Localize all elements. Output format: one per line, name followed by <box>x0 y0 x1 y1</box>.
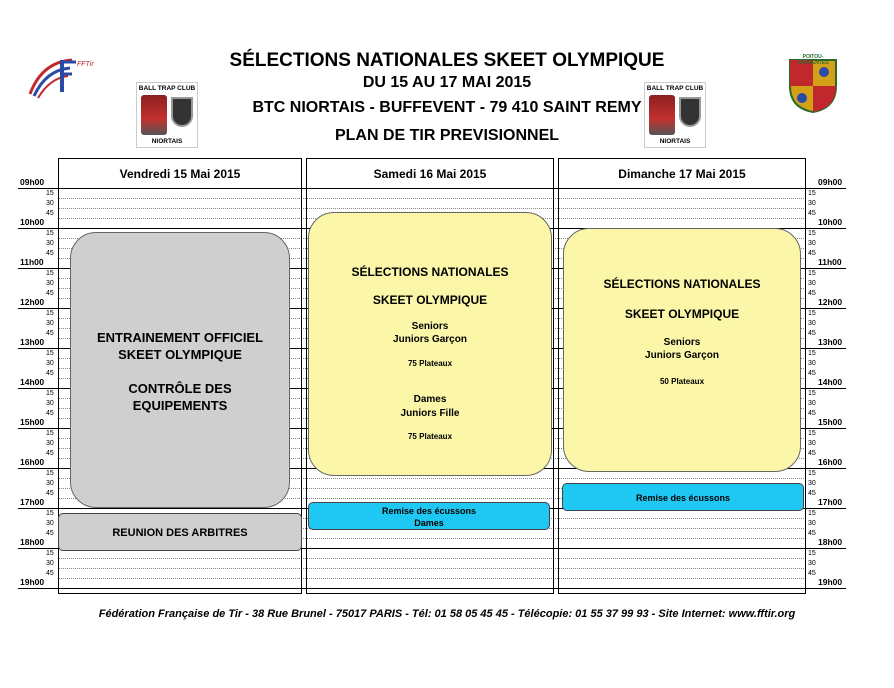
time-label-hour: 18h00 <box>818 537 843 547</box>
time-label-quarter: 15 <box>46 510 54 517</box>
time-label-quarter: 45 <box>808 330 816 337</box>
time-label-quarter: 15 <box>808 350 816 357</box>
time-label-quarter: 15 <box>808 550 816 557</box>
time-label-quarter: 45 <box>46 250 54 257</box>
shooter-image <box>141 95 167 135</box>
time-label-quarter: 30 <box>808 560 816 567</box>
day-header: Samedi 16 Mai 2015 <box>307 159 553 189</box>
time-label-hour: 12h00 <box>20 297 45 307</box>
time-label-quarter: 15 <box>808 310 816 317</box>
referee-meeting-bar: REUNION DES ARBITRES <box>58 513 302 551</box>
time-label-quarter: 30 <box>808 240 816 247</box>
time-label-quarter: 30 <box>808 360 816 367</box>
time-label-quarter: 15 <box>46 390 54 397</box>
event-dates: DU 15 AU 17 MAI 2015 <box>362 74 532 91</box>
event-venue: BTC NIORTAIS - BUFFEVENT - 79 410 SAINT REMY <box>252 99 642 116</box>
time-label-hour: 15h00 <box>20 417 45 427</box>
time-label-hour: 13h00 <box>20 337 45 347</box>
time-label-quarter: 30 <box>808 320 816 327</box>
shooter-image <box>649 95 675 135</box>
time-label-quarter: 30 <box>46 280 54 287</box>
time-label-hour: 14h00 <box>20 377 45 387</box>
time-label-quarter: 15 <box>808 390 816 397</box>
time-label-quarter: 30 <box>808 480 816 487</box>
schedule-grid <box>18 158 846 594</box>
time-label-quarter: 45 <box>46 490 54 497</box>
time-label-quarter: 30 <box>46 240 54 247</box>
time-label-quarter: 30 <box>46 480 54 487</box>
time-label-quarter: 30 <box>46 360 54 367</box>
time-label-quarter: 30 <box>808 200 816 207</box>
time-label-hour: 14h00 <box>818 377 843 387</box>
club-crest-icon <box>679 97 701 127</box>
time-label-quarter: 30 <box>46 400 54 407</box>
selections-block-saturday: SÉLECTIONS NATIONALES SKEET OLYMPIQUE Seniors Juniors Garçon 75 Plateaux Dames Juniors Fille 75 Plateaux <box>308 212 552 476</box>
time-label-quarter: 30 <box>46 560 54 567</box>
time-label-hour: 19h00 <box>20 577 45 587</box>
time-label-quarter: 45 <box>46 410 54 417</box>
badge-ceremony-saturday-bar: Remise des écussons Dames <box>308 502 550 530</box>
time-label-hour: 15h00 <box>818 417 843 427</box>
region-logo: POITOU-CHARENTES <box>788 52 838 114</box>
time-label-hour: 17h00 <box>818 497 843 507</box>
time-label-hour: 19h00 <box>818 577 843 587</box>
time-label-quarter: 30 <box>46 440 54 447</box>
time-label-quarter: 15 <box>46 310 54 317</box>
time-label-quarter: 30 <box>46 320 54 327</box>
time-label-quarter: 30 <box>46 520 54 527</box>
time-label-quarter: 15 <box>808 510 816 517</box>
time-label-quarter: 15 <box>46 270 54 277</box>
time-label-hour: 17h00 <box>20 497 45 507</box>
time-label-quarter: 15 <box>808 430 816 437</box>
time-label-quarter: 45 <box>808 410 816 417</box>
time-label-quarter: 30 <box>808 280 816 287</box>
time-label-hour: 11h00 <box>20 257 44 267</box>
time-label-quarter: 45 <box>808 370 816 377</box>
time-label-quarter: 45 <box>46 370 54 377</box>
time-label-quarter: 15 <box>46 230 54 237</box>
time-label-quarter: 45 <box>808 450 816 457</box>
page-title: SÉLECTIONS NATIONALES SKEET OLYMPIQUE <box>229 50 665 71</box>
time-label-quarter: 45 <box>46 210 54 217</box>
time-label-quarter: 45 <box>808 250 816 257</box>
svg-text:FFTir: FFTir <box>77 61 94 68</box>
time-label-hour: 12h00 <box>818 297 843 307</box>
time-label-quarter: 15 <box>808 190 816 197</box>
club-logo-left: BALL TRAP CLUB NIORTAIS <box>136 82 198 148</box>
time-label-quarter: 45 <box>808 570 816 577</box>
time-label-hour: 11h00 <box>818 257 842 267</box>
time-label-quarter: 45 <box>46 330 54 337</box>
time-label-hour: 09h00 <box>20 177 45 187</box>
time-label-quarter: 15 <box>808 230 816 237</box>
time-label-quarter: 30 <box>808 440 816 447</box>
time-label-quarter: 15 <box>808 270 816 277</box>
time-label-quarter: 30 <box>808 400 816 407</box>
time-label-quarter: 15 <box>46 190 54 197</box>
fftir-logo <box>22 52 94 110</box>
time-label-hour: 09h00 <box>818 177 843 187</box>
time-column-left <box>18 158 58 594</box>
time-label-quarter: 45 <box>808 530 816 537</box>
time-label-quarter: 15 <box>808 470 816 477</box>
footer-contact: Fédération Française de Tir - 38 Rue Brunel - 75017 PARIS - Tél: 01 58 05 45 45 - Télécopie: 01 55 37 99 93 - Site Internet: www.fftir.org <box>98 608 796 620</box>
time-label-quarter: 15 <box>46 470 54 477</box>
time-label-quarter: 15 <box>46 430 54 437</box>
time-label-quarter: 30 <box>808 520 816 527</box>
time-label-quarter: 15 <box>46 350 54 357</box>
day-header: Dimanche 17 Mai 2015 <box>559 159 805 189</box>
time-label-hour: 16h00 <box>818 457 843 467</box>
training-block: ENTRAINEMENT OFFICIEL SKEET OLYMPIQUE CONTRÔLE DES EQUIPEMENTS <box>70 232 290 508</box>
club-crest-icon <box>171 97 193 127</box>
badge-ceremony-sunday-bar: Remise des écussons <box>562 483 804 511</box>
time-label-quarter: 45 <box>46 570 54 577</box>
time-label-quarter: 45 <box>46 290 54 297</box>
time-label-quarter: 30 <box>46 200 54 207</box>
time-label-quarter: 45 <box>808 210 816 217</box>
time-label-hour: 13h00 <box>818 337 843 347</box>
club-logo-right: BALL TRAP CLUB NIORTAIS <box>644 82 706 148</box>
time-label-hour: 10h00 <box>818 217 843 227</box>
day-header: Vendredi 15 Mai 2015 <box>59 159 301 189</box>
time-label-hour: 16h00 <box>20 457 45 467</box>
time-label-hour: 18h00 <box>20 537 45 547</box>
time-label-quarter: 45 <box>46 450 54 457</box>
time-label-quarter: 45 <box>808 490 816 497</box>
time-label-quarter: 45 <box>808 290 816 297</box>
time-column-right <box>806 158 846 594</box>
time-label-quarter: 45 <box>46 530 54 537</box>
time-label-hour: 10h00 <box>20 217 45 227</box>
selections-block-sunday: SÉLECTIONS NATIONALES SKEET OLYMPIQUE Seniors Juniors Garçon 50 Plateaux <box>563 228 801 472</box>
time-label-quarter: 15 <box>46 550 54 557</box>
schedule-subtitle: PLAN DE TIR PREVISIONNEL <box>334 127 560 144</box>
